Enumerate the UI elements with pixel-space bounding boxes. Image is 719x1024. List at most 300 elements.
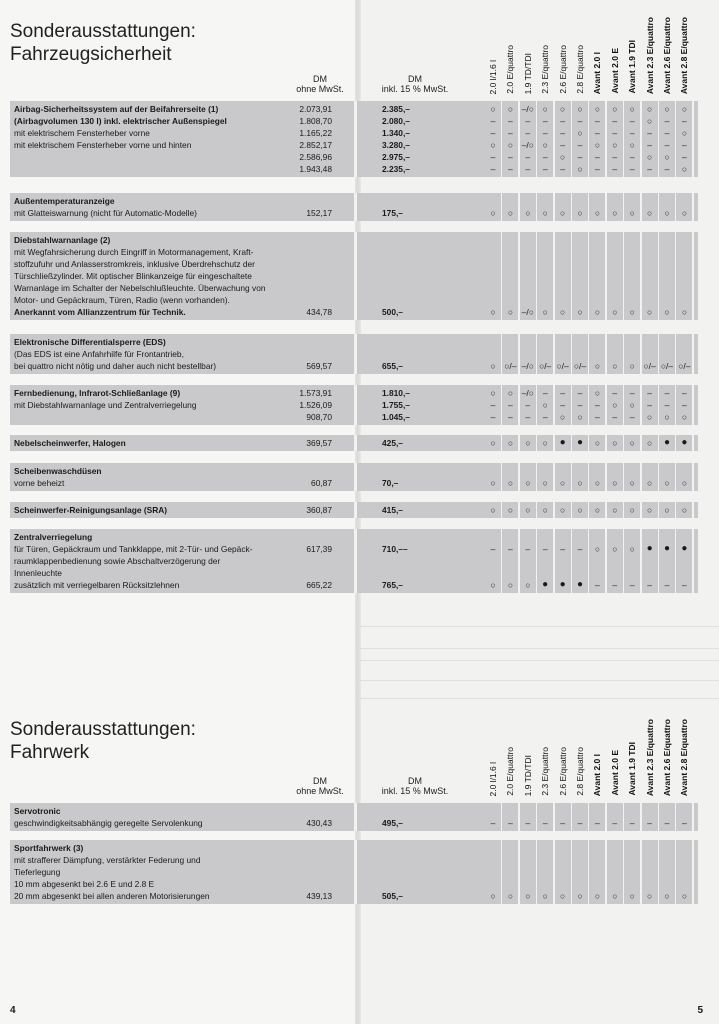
option-row <box>10 385 698 425</box>
model-column-label: 2.0 l/1.6 l <box>488 59 498 94</box>
option-row <box>10 840 698 904</box>
availability-mark: – <box>560 140 565 150</box>
availability-mark: – <box>560 128 565 138</box>
option-description: Zentralverriegelung <box>14 532 93 542</box>
availability-mark: – <box>525 412 531 422</box>
model-column-label: Avant 1.9 TDI <box>627 40 638 94</box>
option-line <box>10 115 698 127</box>
model-column-header <box>537 710 553 796</box>
availability-mark: ○ <box>647 478 653 488</box>
availability-mark: ○ <box>525 580 531 590</box>
model-column-label: Avant 2.8 E/quattro <box>679 16 690 94</box>
model-column-header <box>676 14 692 94</box>
availability-mark: ○ <box>629 505 635 515</box>
availability-mark: ○ <box>612 104 618 114</box>
availability-mark: ○ <box>542 140 548 150</box>
availability-mark: ○ <box>490 478 496 488</box>
option-description: Airbag-Sicherheitssystem auf der Beifahrerseite (1) <box>14 104 219 114</box>
price-net: 434,78 <box>306 307 332 317</box>
price-gross: 2.385,– <box>382 104 410 114</box>
model-column-label: 2.6 E/quattro <box>557 45 568 94</box>
model-column-header <box>555 14 571 94</box>
option-line <box>10 504 698 516</box>
availability-mark: ○ <box>507 580 513 590</box>
model-column-header <box>659 14 675 94</box>
availability-mark: ○/– <box>504 361 517 371</box>
option-description: bei quattro nicht nötig und daher auch nicht bestellbar) <box>14 361 217 371</box>
price-gross: 2.235,– <box>382 164 410 174</box>
model-column-label: 1.9 TD/TDI <box>522 754 533 796</box>
availability-mark: ○ <box>612 208 618 218</box>
availability-mark: ○ <box>612 505 618 515</box>
price-net: 569,57 <box>306 361 332 371</box>
availability-mark: ○ <box>629 400 635 410</box>
availability-mark: ○ <box>664 152 670 162</box>
availability-mark: ○ <box>525 478 531 488</box>
availability-mark: – <box>664 164 670 174</box>
section-title <box>10 718 196 764</box>
availability-mark: ○ <box>490 104 496 114</box>
option-line <box>10 387 698 399</box>
availability-mark: – <box>490 412 496 422</box>
option-description: Türschließzylinder. Mit optischer Blinkanzeige für eingeschaltete <box>14 271 252 281</box>
price-gross: 70,– <box>382 478 399 488</box>
model-column-label: Avant 2.6 E/quattro <box>662 718 672 796</box>
availability-mark: ○ <box>507 208 513 218</box>
option-description: Servotronic <box>14 806 61 816</box>
availability-mark: – <box>682 116 687 126</box>
price-header-gross-line2: inkl. 15 % MwSt. <box>381 786 449 796</box>
availability-mark: ○ <box>490 891 496 901</box>
availability-mark: ○ <box>507 478 513 488</box>
model-column-label: 2.3 E/quattro <box>540 747 551 796</box>
availability-mark: ○ <box>594 208 600 218</box>
option-description: Diebstahlwarnanlage (2) <box>14 235 111 245</box>
model-column-label: 2.6 E/quattro <box>557 747 568 796</box>
availability-mark: – <box>490 818 496 828</box>
availability-mark: ○ <box>647 891 653 901</box>
availability-mark: ○ <box>681 128 687 138</box>
availability-mark: ○ <box>542 104 548 114</box>
availability-mark: – <box>508 116 513 126</box>
availability-mark: ○ <box>612 891 618 901</box>
availability-mark: – <box>542 116 548 126</box>
option-line <box>10 866 698 878</box>
availability-mark: ○ <box>612 307 618 317</box>
availability-mark: ○/– <box>556 361 569 371</box>
availability-mark: – <box>664 580 670 590</box>
price-net: 60,87 <box>311 478 332 488</box>
availability-mark: ○ <box>507 388 513 398</box>
price-header-gross <box>372 74 458 94</box>
availability-mark: – <box>647 580 652 590</box>
availability-mark: ○ <box>664 104 670 114</box>
option-line <box>10 234 698 246</box>
availability-mark: – <box>612 164 618 174</box>
option-row <box>10 529 698 593</box>
price-gross: 2.975,– <box>382 152 410 162</box>
option-row <box>10 803 698 831</box>
option-line <box>10 294 698 306</box>
availability-mark: ● <box>646 543 653 554</box>
availability-mark: ○ <box>629 438 635 448</box>
availability-mark: ○ <box>560 478 566 488</box>
option-description: mit elektrischem Fensterheber vorne <box>14 128 150 138</box>
price-net: 2.073,91 <box>299 104 332 114</box>
option-description: mit Glatteiswarnung (nicht für Automatic-Modelle) <box>14 208 197 218</box>
availability-mark: – <box>508 152 513 162</box>
availability-mark: ○ <box>594 307 600 317</box>
price-header-net <box>280 776 360 796</box>
availability-mark: ○ <box>681 891 687 901</box>
availability-mark: – <box>508 128 513 138</box>
availability-mark: – <box>629 580 635 590</box>
availability-mark: – <box>682 818 687 828</box>
availability-mark: – <box>560 818 565 828</box>
option-line <box>10 139 698 151</box>
availability-mark: ○ <box>681 164 687 174</box>
price-net: 439,13 <box>306 891 332 901</box>
show-through-line <box>358 660 719 661</box>
availability-mark: – <box>490 544 496 554</box>
option-line <box>10 543 698 555</box>
availability-mark: –/○ <box>521 307 534 317</box>
option-line <box>10 477 698 489</box>
model-column-header <box>520 14 536 94</box>
availability-mark: ● <box>576 437 584 448</box>
availability-mark: ○ <box>490 580 496 590</box>
availability-mark: – <box>647 140 652 150</box>
availability-mark: ○ <box>525 438 531 448</box>
price-net: 2.852,17 <box>299 140 332 150</box>
availability-mark: ○ <box>507 505 513 515</box>
availability-mark: ○ <box>612 400 618 410</box>
availability-mark: – <box>577 116 583 126</box>
option-line <box>10 195 698 207</box>
page-number-left: 4 <box>10 1005 16 1016</box>
availability-mark: – <box>560 400 565 410</box>
option-line <box>10 817 698 829</box>
price-net: 1.165,22 <box>299 128 332 138</box>
model-column-label: 2.8 E/quattro <box>575 45 585 94</box>
show-through-line <box>358 680 719 681</box>
availability-mark: – <box>508 400 513 410</box>
availability-mark: – <box>612 152 618 162</box>
price-gross: 2.080,– <box>382 116 410 126</box>
option-line <box>10 336 698 348</box>
model-column-header <box>572 14 588 94</box>
availability-mark: – <box>490 128 496 138</box>
availability-mark: ○ <box>647 116 653 126</box>
availability-mark: – <box>647 128 652 138</box>
availability-mark: ○ <box>664 208 670 218</box>
availability-mark: – <box>612 116 618 126</box>
option-description: 20 mm abgesenkt bei allen anderen Motorisierungen <box>14 891 210 901</box>
availability-mark: ○ <box>647 505 653 515</box>
availability-mark: – <box>647 400 652 410</box>
availability-mark: – <box>560 116 565 126</box>
availability-mark: – <box>595 128 600 138</box>
availability-mark: ○ <box>542 438 548 448</box>
availability-mark: ○ <box>629 140 635 150</box>
availability-mark: – <box>612 580 618 590</box>
show-through-line <box>358 626 719 627</box>
availability-mark: ○ <box>577 505 583 515</box>
availability-mark: ○ <box>560 505 566 515</box>
model-column-header <box>589 710 605 796</box>
availability-mark: ● <box>576 579 584 590</box>
option-row <box>10 334 698 374</box>
price-header-net <box>280 74 360 94</box>
availability-mark: ○ <box>681 104 687 114</box>
availability-mark: ○ <box>525 891 531 901</box>
price-header-gross-line2: inkl. 15 % MwSt. <box>381 84 449 94</box>
availability-mark: ○ <box>542 400 548 410</box>
availability-mark: ○ <box>577 164 583 174</box>
option-description: Außentemperaturanzeige <box>14 196 115 206</box>
option-description: mit elektrischem Fensterheber vorne und hinten <box>14 140 192 150</box>
availability-mark: ● <box>681 437 688 448</box>
option-line <box>10 805 698 817</box>
availability-mark: – <box>664 116 670 126</box>
model-column-header <box>624 14 640 94</box>
option-line <box>10 360 698 372</box>
availability-mark: ○ <box>681 478 687 488</box>
model-column-header <box>555 710 571 796</box>
availability-mark: ○ <box>629 478 635 488</box>
model-column-header <box>659 710 675 796</box>
price-net: 2.586,96 <box>299 152 332 162</box>
availability-mark: – <box>682 388 687 398</box>
price-net: 152,17 <box>306 208 332 218</box>
option-description: für Türen, Gepäckraum und Tankklappe, mit 2-Tür- und Gepäck- <box>14 544 253 554</box>
option-description: 10 mm abgesenkt bei 2.6 E und 2.8 E <box>14 879 155 889</box>
option-description: vorne beheizt <box>14 478 65 488</box>
price-gross: 3.280,– <box>382 140 410 150</box>
option-line <box>10 890 698 902</box>
option-row <box>10 101 698 177</box>
availability-mark: – <box>595 116 600 126</box>
availability-mark: ○ <box>664 891 670 901</box>
availability-mark: – <box>664 818 670 828</box>
availability-mark: ○ <box>525 505 531 515</box>
availability-mark: ○ <box>647 152 653 162</box>
availability-mark: ○ <box>560 104 566 114</box>
option-line <box>10 348 698 360</box>
price-header-net-line1: DM <box>313 74 327 84</box>
availability-mark: – <box>542 128 548 138</box>
option-description: Anerkannt vom Allianzzentrum für Technik. <box>14 307 186 317</box>
option-line <box>10 151 698 163</box>
model-column-header <box>624 710 640 796</box>
availability-mark: – <box>508 818 513 828</box>
option-line <box>10 854 698 866</box>
availability-mark: ○ <box>490 388 496 398</box>
availability-mark: ○ <box>647 438 653 448</box>
availability-mark: ○ <box>560 891 566 901</box>
availability-mark: ○ <box>664 412 670 422</box>
model-column-label: Avant 2.0 E <box>609 48 620 94</box>
availability-mark: ○ <box>542 891 548 901</box>
option-description: mit Wegfahrsicherung durch Eingriff in Motormanagement, Kraft- <box>14 247 254 257</box>
availability-mark: ○ <box>664 505 670 515</box>
availability-mark: – <box>647 818 652 828</box>
model-column-label: 2.8 E/quattro <box>575 747 585 796</box>
availability-mark: ○ <box>525 208 531 218</box>
price-header-net-line1: DM <box>313 776 327 786</box>
availability-mark: – <box>612 818 618 828</box>
availability-mark: – <box>525 128 531 138</box>
availability-mark: ○ <box>629 104 635 114</box>
availability-mark: ○ <box>594 891 600 901</box>
model-column-header <box>485 14 501 94</box>
availability-mark: ○ <box>612 140 618 150</box>
availability-mark: – <box>508 544 513 554</box>
option-description: Tieferlegung <box>14 867 61 877</box>
availability-mark: ○ <box>490 208 496 218</box>
availability-mark: – <box>525 544 531 554</box>
availability-mark: – <box>490 400 496 410</box>
section-title-line: Sonderausstattungen: <box>10 719 196 740</box>
option-description: Motor- und Gepäckraum, Türen, Radio (wenn vorhanden). <box>14 295 230 305</box>
availability-mark: – <box>595 400 600 410</box>
availability-mark: – <box>595 152 600 162</box>
model-column-label: 2.0 l/1.6 l <box>488 761 498 796</box>
availability-mark: – <box>595 818 600 828</box>
section-title <box>10 20 196 66</box>
price-gross: 1.810,– <box>382 388 410 398</box>
availability-mark: – <box>525 152 531 162</box>
availability-mark: – <box>682 400 687 410</box>
option-line <box>10 207 698 219</box>
availability-mark: ○ <box>664 478 670 488</box>
price-gross: 505,– <box>382 891 403 901</box>
price-net: 665,22 <box>306 580 332 590</box>
availability-mark: – <box>577 152 583 162</box>
section-title-line: Fahrzeugsicherheit <box>10 44 172 65</box>
availability-mark: – <box>664 400 670 410</box>
availability-mark: ○ <box>577 891 583 901</box>
model-column-header <box>485 710 501 796</box>
availability-mark: – <box>490 152 496 162</box>
option-line <box>10 103 698 115</box>
price-header-gross <box>372 776 458 796</box>
price-gross: 415,– <box>382 505 403 515</box>
option-description: raumklappenbedienung sowie Abschaltverzögerung der <box>14 556 221 566</box>
availability-mark: ○ <box>490 361 496 371</box>
option-line <box>10 306 698 318</box>
option-description: zusätzlich mit verriegelbaren Rücksitzlehnen <box>14 580 180 590</box>
availability-mark: ● <box>559 579 566 590</box>
price-net: 1.943,48 <box>299 164 332 174</box>
availability-mark: – <box>629 164 635 174</box>
availability-mark: ○ <box>594 478 600 488</box>
option-description: (Airbagvolumen 130 l) inkl. elektrischer Außenspiegel <box>14 116 227 126</box>
section-title-line: Sonderausstattungen: <box>10 21 196 42</box>
model-column-header <box>502 14 518 94</box>
availability-mark: – <box>612 388 618 398</box>
availability-mark: ○ <box>577 104 583 114</box>
availability-mark: ○ <box>629 891 635 901</box>
show-through-line <box>358 698 719 699</box>
option-line <box>10 878 698 890</box>
availability-mark: ○/– <box>643 361 656 371</box>
model-column-header <box>676 710 692 796</box>
availability-mark: – <box>490 116 496 126</box>
availability-mark: –/○ <box>521 361 534 371</box>
model-column-label: Avant 2.0 E <box>609 750 620 796</box>
model-column-header <box>502 710 518 796</box>
option-line <box>10 127 698 139</box>
availability-mark: – <box>612 412 618 422</box>
availability-mark: – <box>542 152 548 162</box>
availability-mark: ○ <box>664 307 670 317</box>
availability-mark: – <box>595 412 600 422</box>
model-column-header <box>520 710 536 796</box>
availability-mark: – <box>490 164 496 174</box>
availability-mark: ● <box>542 579 549 590</box>
price-gross: 175,– <box>382 208 403 218</box>
option-description: Fernbedienung, Infrarot-Schließanlage (9) <box>14 388 181 398</box>
availability-mark: – <box>647 164 652 174</box>
availability-mark: ○ <box>629 307 635 317</box>
availability-mark: ○ <box>577 478 583 488</box>
availability-mark: ○/– <box>573 361 587 371</box>
model-column-header <box>642 710 658 796</box>
model-column-label: 2.3 E/quattro <box>540 45 551 94</box>
availability-mark: ○ <box>647 307 653 317</box>
price-gross: 1.340,– <box>382 128 410 138</box>
price-gross: 1.045,– <box>382 412 410 422</box>
availability-mark: ○/– <box>678 361 691 371</box>
option-line <box>10 555 698 567</box>
model-column-header <box>537 14 553 94</box>
availability-mark: – <box>629 128 635 138</box>
availability-mark: ○ <box>542 478 548 488</box>
availability-mark: ○ <box>490 140 496 150</box>
model-column-label: 2.0 E/quattro <box>505 747 516 796</box>
availability-mark: ○ <box>542 307 548 317</box>
availability-mark: ● <box>663 437 671 448</box>
option-description: Scheinwerfer-Reinigungsanlage (SRA) <box>14 505 168 515</box>
price-net: 1.808,70 <box>299 116 332 126</box>
price-gross: 765,– <box>382 580 403 590</box>
availability-mark: – <box>525 818 531 828</box>
availability-mark: – <box>542 388 548 398</box>
option-row <box>10 502 698 518</box>
model-column-label: 2.0 E/quattro <box>505 45 516 94</box>
availability-mark: ○ <box>560 152 566 162</box>
availability-mark: – <box>629 388 635 398</box>
availability-mark: – <box>629 412 635 422</box>
availability-mark: ○ <box>577 128 583 138</box>
availability-mark: – <box>542 164 548 174</box>
availability-mark: ○ <box>612 438 618 448</box>
availability-mark: – <box>595 164 600 174</box>
option-line <box>10 531 698 543</box>
option-line <box>10 282 698 294</box>
availability-mark: – <box>664 140 670 150</box>
price-gross: 500,– <box>382 307 403 317</box>
availability-mark: – <box>577 544 583 554</box>
availability-mark: – <box>664 388 670 398</box>
availability-mark: ○ <box>594 388 600 398</box>
availability-mark: – <box>525 400 531 410</box>
availability-mark: – <box>682 140 687 150</box>
price-gross: 1.755,– <box>382 400 410 410</box>
model-column-label: Avant 1.9 TDI <box>627 742 638 796</box>
option-line <box>10 437 698 449</box>
